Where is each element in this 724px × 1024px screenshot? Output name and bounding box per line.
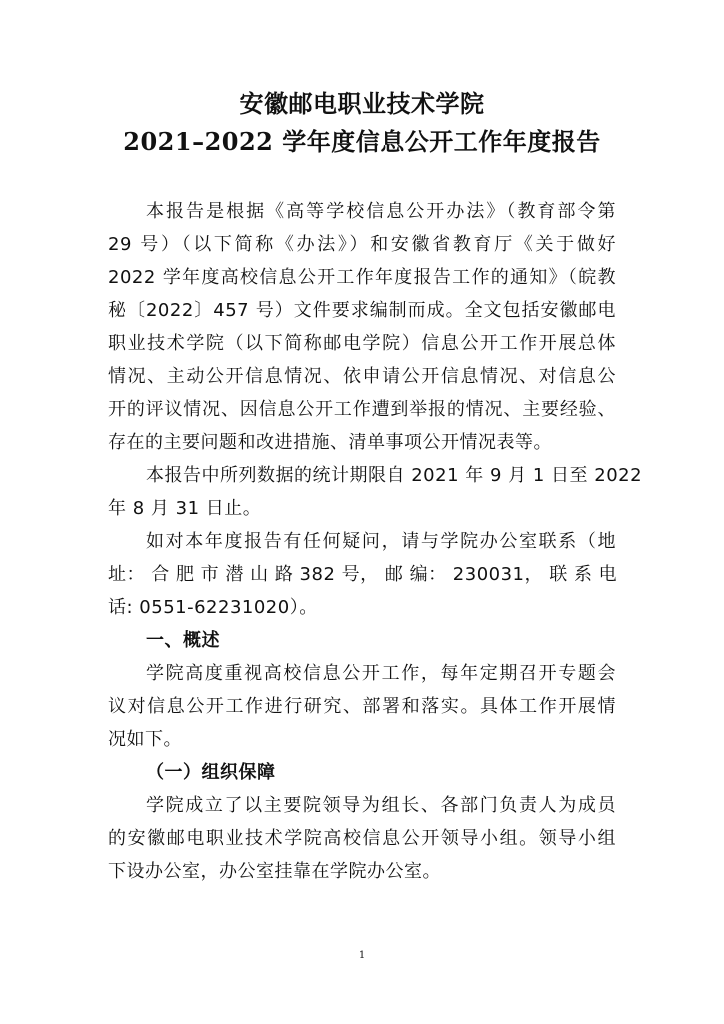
body-line: 学院成立了以主要院领导为组长、各部门负责人为成员 — [146, 795, 616, 816]
subsection-heading-organization: （一）组织保障 — [146, 762, 276, 783]
page-number: 1 — [358, 950, 366, 961]
body-line: 存在的主要问题和改进措施、清单事项公开情况表等。 — [108, 432, 552, 453]
body-line: 职业技术学院（以下简称邮电学院）信息公开工作开展总体 — [108, 333, 616, 354]
body-line: 29 号）（以下简称《办法》）和安徽省教育厅《关于做好 — [108, 234, 616, 255]
body-line: 本报告中所列数据的统计期限自 2021 年 9 月 1 日至 2022 — [146, 465, 643, 486]
body-line: 情况、主动公开信息情况、依申请公开信息情况、对信息公 — [108, 366, 616, 387]
document-title-institution: 安徽邮电职业技术学院 — [239, 89, 485, 118]
body-line: 学院高度重视高校信息公开工作，每年定期召开专题会 — [146, 663, 616, 684]
body-line: 开的评议情况、因信息公开工作遭到举报的情况、主要经验、 — [108, 399, 616, 420]
body-line: 址： 合 肥 市 潜 山 路 382 号， 邮 编： 230031， 联 系 电 — [108, 564, 618, 585]
body-line: 年 8 月 31 日止。 — [108, 498, 262, 519]
document-title-report: 2021–2022 学年度信息公开工作年度报告 — [123, 127, 601, 156]
body-line: 况如下。 — [108, 729, 182, 750]
body-line: 的安徽邮电职业技术学院高校信息公开领导小组。领导小组 — [108, 828, 616, 849]
body-line: 2022 学年度高校信息公开工作年度报告工作的通知》（皖教 — [108, 267, 616, 288]
body-line: 下设办公室，办公室挂靠在学院办公室。 — [108, 861, 441, 882]
body-line: 话: 0551-62231020）。 — [108, 597, 318, 618]
body-line: 秘〔2022〕457 号）文件要求编制而成。全文包括安徽邮电 — [108, 300, 616, 321]
body-line: 如对本年度报告有任何疑问，请与学院办公室联系（地 — [146, 531, 616, 552]
body-line: 本报告是根据《高等学校信息公开办法》（教育部令第 — [146, 201, 616, 222]
body-line: 议对信息公开工作进行研究、部署和落实。具体工作开展情 — [108, 696, 616, 717]
section-heading-overview: 一、概述 — [146, 630, 220, 651]
report-body — [108, 195, 643, 888]
